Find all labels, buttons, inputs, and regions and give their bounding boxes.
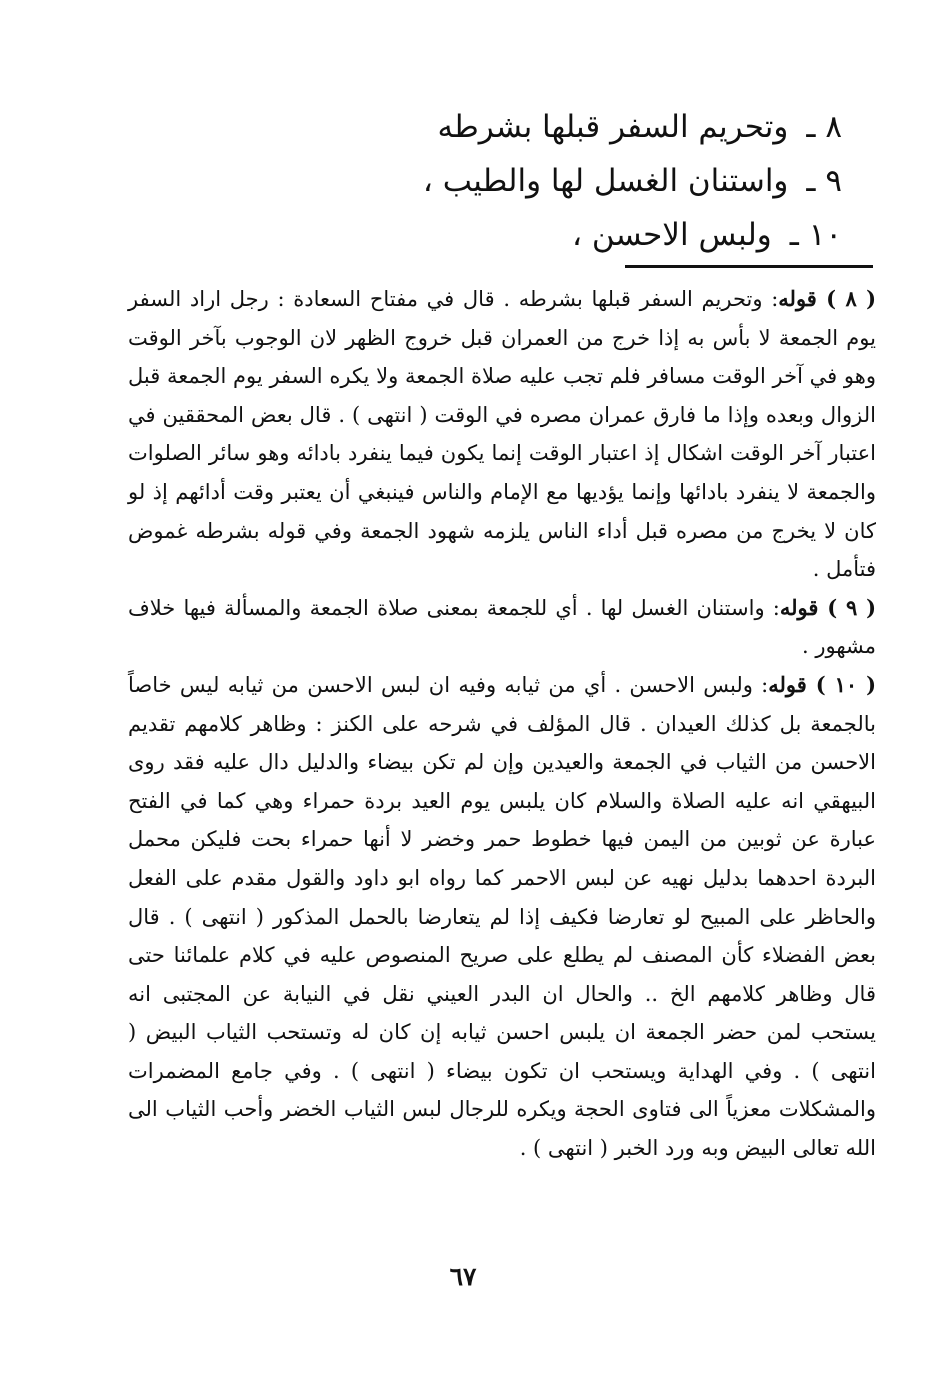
item-number: ٩ ـ <box>806 163 842 199</box>
item-text: واستنان الغسل لها والطيب ، <box>422 163 789 199</box>
main-text-list <box>242 100 842 262</box>
note-lead: ( ٨ ) قوله <box>778 286 877 311</box>
commentary-note-8 <box>128 280 876 589</box>
item-text: ولبس الاحسن ، <box>572 217 772 253</box>
commentary-note-9 <box>128 589 876 666</box>
page-number: ٦٧ <box>449 1262 477 1291</box>
note-lead: ( ٩ ) قوله <box>779 594 877 620</box>
item-number: ٨ ـ <box>806 109 842 145</box>
item-text: وتحريم السفر قبلها بشرطه <box>437 109 789 145</box>
note-body: : وتحريم السفر قبلها بشرطه . قال في مفتاح السعادة : رجل اراد السفر يوم الجمعة لا بأس به إذا خرج من العمران قبل خروج الظهر لان الوجوب بآخر الوقت وهو في آخر الوقت مسافر فلم تجب عليه صلاة الجمعة ولا يكره السفر يوم الجمعة قبل الزوال وبعده وإذا ما فارق عمران مصره في الوقت ( انتهى ) . قال بعض المحققين في اعتبار آخر الوقت اشكال إذ اعتبار الوقت إنما يكون فيما ينفرد بادائه وهو سائر الصلوات والجمعة لا ينفرد بادائها وإنما يؤديها مع الإمام والناس فينبغي أن يعتبر وقت أدائهم إذ لو كان لا يخرج من مصره قبل أداء الناس يلزمه شهود الجمعة وفي قوله بشرطه غموض فتأمل . <box>128 287 876 582</box>
main-text-item-9 <box>242 154 842 208</box>
note-body: : واستنان الغسل لها . أي للجمعة بمعنى صلاة الجمعة والمسألة فيها خلاف مشهور . <box>128 595 876 659</box>
footnote-divider <box>625 265 873 268</box>
commentary-notes <box>128 280 876 1168</box>
note-lead: ( ١٠ ) قوله <box>768 671 877 697</box>
main-text-item-8 <box>242 100 842 154</box>
note-body: : ولبس الاحسن . أي من ثيابه وفيه ان لبس الاحسن من ثيابه ليس خاصاً بالجمعة بل كذلك العيدان . قال المؤلف في شرحه على الكنز : وظاهر كلامهم تقديم الاحسن من الثياب في الجمعة والعيدين وإن لم تكن بيضاء والدليل دال عليه فقد روى البيهقي انه عليه الصلاة والسلام كان يلبس يوم العيد بردة حمراء وهي كما في الفتح عبارة عن ثوبين من اليمن فيها خطوط حمر وخضر لا أنها حمراء بحت فليكن محمل البردة احدهما بدليل نهيه عن لبس الاحمر كما رواه ابو داود والقول مقدم على الفعل والحاظر على المبيح لو تعارضا فكيف إذا لم يتعارضا بالحمل المذكور ( انتهى ) . قال بعض الفضلاء كأن المصنف لم يطلع على صريح المنصوص عليه في كلام علمائنا حتى قال وظاهر كلامهم الخ .. والحال ان البدر العيني نقل في النيابة عن المجتبى انه يستحب لمن حضر الجمعة ان يلبس احسن ثيابه إن كان له وتستحب الثياب البيض ( انتهى ) . وفي الهداية ويستحب ان تكون بيضاء ( انتهى ) . وفي جامع المضمرات والمشكلات معزياً الى فتاوى الحجة ويكره للرجال لبس الثياب الخضر وأحب الثياب الى الله تعالى البيض وبه ورد الخبر ( انتهى ) . <box>128 672 876 1161</box>
main-text-item-10 <box>242 208 842 262</box>
item-number: ١٠ ـ <box>789 217 842 253</box>
commentary-note-10 <box>128 666 876 1168</box>
